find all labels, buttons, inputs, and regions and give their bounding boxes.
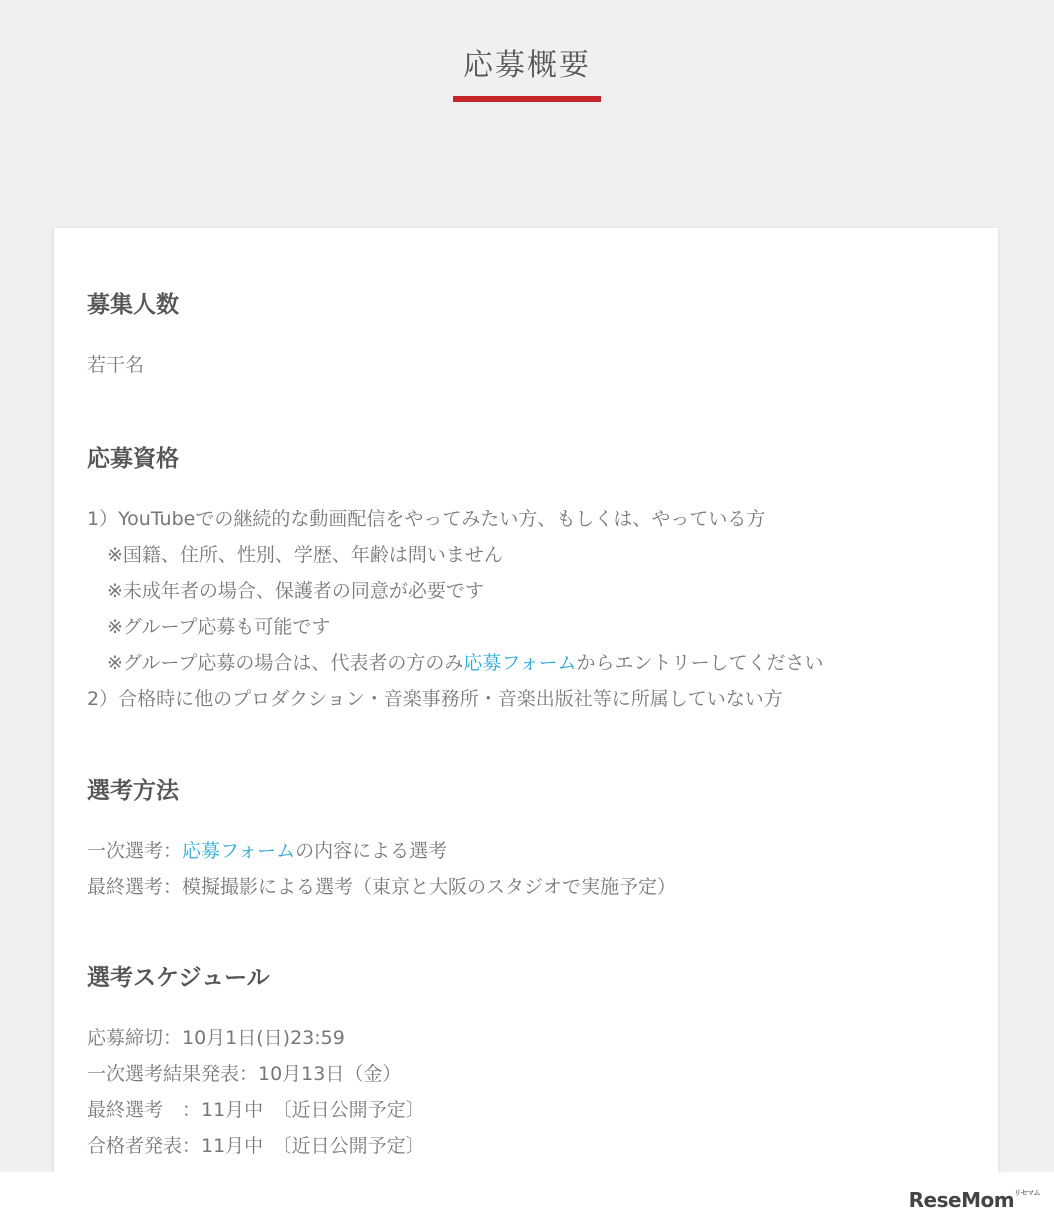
- qualification-note-2: ※未成年者の場合、保護者の同意が必要です: [107, 580, 484, 602]
- line-prefix: 一次選考：: [87, 840, 183, 862]
- section-selection-method: [87, 776, 968, 905]
- section-heading: 選考スケジュール: [87, 965, 270, 991]
- section-heading: 募集人数: [87, 292, 179, 318]
- section-schedule: [87, 963, 968, 1164]
- section-heading: 選考方法: [87, 778, 179, 804]
- application-form-link[interactable]: 応募フォーム: [463, 652, 577, 674]
- qualification-item-1: 1）YouTubeでの継続的な動画配信をやってみたい方、もしくは、やっている方: [87, 508, 766, 530]
- schedule-line: 一次選考結果発表：10月13日（金）: [87, 1063, 402, 1085]
- resemom-logo: ReseMom$^{リセマム}$: [908, 1188, 1040, 1212]
- application-form-link[interactable]: 応募フォーム: [182, 840, 296, 862]
- qualification-item-2: 2）合格時に他のプロダクション・音楽事務所・音楽出版社等に所属していない方: [87, 688, 783, 710]
- title-underline: [453, 96, 601, 102]
- content-card: [54, 228, 998, 1188]
- page-title: 応募概要: [463, 48, 591, 83]
- schedule-line: 応募締切：10月1日(日)23:59: [87, 1027, 345, 1049]
- line-suffix: の内容による選考: [295, 840, 448, 862]
- selection-line-2: 最終選考：模擬撮影による選考（東京と大阪のスタジオで実施予定）: [87, 876, 677, 898]
- note-suffix: からエントリーしてください: [576, 652, 824, 674]
- schedule-line: 合格者発表：11月中 〔近日公開予定〕: [87, 1135, 425, 1157]
- note-prefix: ※グループ応募の場合は、代表者の方のみ: [107, 652, 464, 674]
- qualification-note-4: [87, 645, 968, 681]
- qualification-note-1: ※国籍、住所、性別、学歴、年齢は問いません: [107, 544, 503, 566]
- section-qualification: [87, 444, 968, 717]
- footer-bar: [0, 1172, 1054, 1223]
- section-recruit-count: [87, 290, 968, 383]
- recruit-count-value: 若干名: [87, 354, 145, 376]
- qualification-note-3: ※グループ応募も可能です: [107, 616, 331, 638]
- schedule-line: 最終選考 ：11月中 〔近日公開予定〕: [87, 1099, 425, 1121]
- section-heading: 応募資格: [87, 446, 179, 472]
- selection-line-1: [87, 833, 968, 869]
